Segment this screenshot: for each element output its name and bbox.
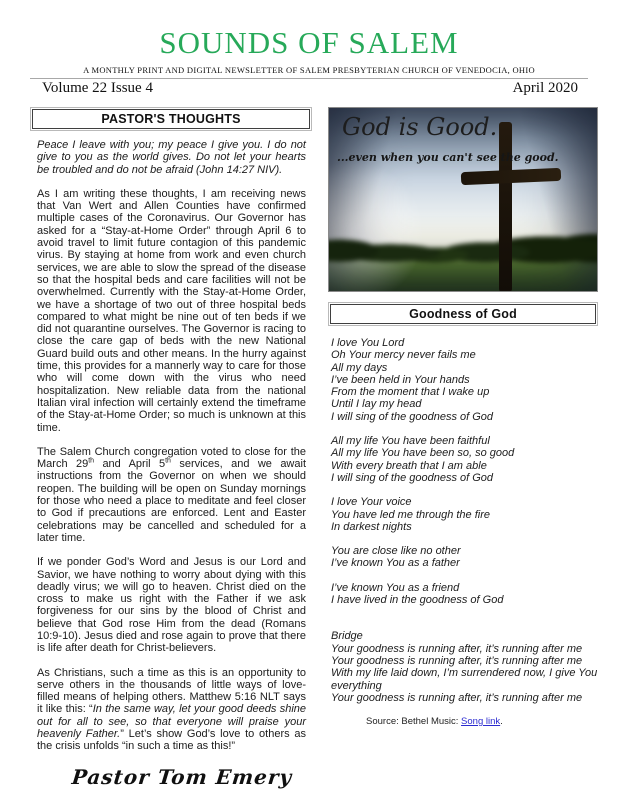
song-source-suffix: .: [500, 716, 503, 728]
pastor-thoughts-heading: PASTOR'S THOUGHTS: [32, 109, 310, 129]
lyric-line: I will sing of the goodness of God: [331, 410, 494, 423]
treeline-graphic: [328, 232, 598, 266]
lyric-line: You have led me through the fire: [331, 508, 490, 521]
pastor-signature: Pastor Tom Emery: [70, 764, 294, 789]
newsletter-header: [0, 0, 618, 97]
pastor-paragraphs: [30, 139, 312, 753]
lyric-line: Oh Your mercy never fails me: [331, 349, 476, 362]
lyric-line: I will sing of the goodness of God: [331, 471, 494, 484]
paragraph: Peace I leave with you; my peace I give you. I do not give to you as the world gives. Do not let your hearts be troubled and do not be afraid (John 14:27 NIV).: [37, 139, 306, 176]
paragraph: As Christians, such a time as this is an opportunity to serve others in the thousands of little ways of love-filled means of helping others. Matthew 5:16 NLT says it like this: “In the same way, let your good deeds shine out for all to see, so that everyone will praise your heavenly Father.” Let’s show God’s love to others as the crisis unfolds “in such a time as this!”: [37, 666, 307, 753]
lyric-line: With every breath that I am able: [331, 459, 487, 472]
lyric-line: I’ve been held in Your hands: [331, 373, 470, 386]
inspirational-photo: [328, 107, 598, 292]
photo-caption-sub: ...even when you can't see the good.: [337, 151, 559, 164]
lyric-line: From the moment that I wake up: [331, 386, 490, 399]
lyric-line: Your goodness is running after, it’s running after me: [331, 654, 583, 667]
newsletter-subtitle: A MONTHLY PRINT AND DIGITAL NEWSLETTER OF SALEM PRESBYTERIAN CHURCH OF VENEDOCIA, OHIO: [83, 65, 535, 75]
pastor-thoughts-section: [30, 107, 312, 789]
lyric-line: All my life You have been so, so good: [331, 447, 515, 460]
cross-icon: [499, 122, 512, 292]
issue-date: April 2020: [512, 80, 578, 96]
lyric-line: All my life You have been faithful: [331, 435, 490, 448]
lyric-line: I’ve known You as a father: [331, 557, 460, 570]
photo-caption-main: God is Good.: [342, 113, 498, 141]
stanza: [331, 496, 598, 533]
volume-row: [0, 79, 618, 97]
song-source: [328, 716, 598, 727]
cross-beam-icon: [461, 168, 561, 185]
lyric-line: I love You Lord: [331, 337, 405, 349]
paragraph: The Salem Church congregation voted to close for the March 29th and April 5th services, and we await instructions from the Governor on when we should reopen. The building will be open on Sunday mornings for those who need a place to meditate and feel closer to God if precautions are enforced. Lent and Easter celebrations may be cancelled and scheduled for a later time.: [37, 445, 306, 544]
stanza: [331, 337, 598, 423]
song-section: [328, 107, 598, 727]
volume-label: Volume 22 Issue 4: [42, 80, 153, 96]
stanza: [331, 435, 598, 484]
stanza: [331, 630, 598, 704]
lyric-line: You are close like no other: [331, 545, 461, 558]
lyric-line: I have lived in the goodness of God: [331, 594, 504, 607]
song-source-prefix: Source: Bethel Music:: [366, 716, 462, 728]
lyric-line: I love Your voice: [331, 496, 412, 509]
lyric-line: I’ve known You as a friend: [331, 581, 460, 594]
song-lyrics: [328, 337, 598, 704]
paragraph: If we ponder God’s Word and Jesus is our Lord and Savior, we have nothing to worry about dying with this deadly virus; we will go to heaven. Christ died on the cross to make us right with the Father if we ask forgiveness for our sins by the blood of Christ and believe that God rose Him from the dead (Romans 10:9-10). Jesus died and rose again to prove that there is life after death for Christ-believers.: [37, 556, 306, 655]
stanza: [331, 582, 598, 607]
lyric-line: In darkest nights: [331, 520, 412, 533]
lyric-line: Your goodness is running after, it’s running after me: [331, 642, 583, 655]
lyric-line: Your goodness is running after, it’s running after me: [331, 691, 583, 704]
stanza: [331, 545, 598, 570]
lyric-line: With my life laid down, I’m surrendered now, I give You everything: [331, 667, 598, 692]
lyric-line: All my days: [331, 361, 388, 374]
paragraph: As I am writing these thoughts, I am receiving news that Van Wert and Allen Counties have confirmed multiple cases of the Coronavirus. Our Governor has asked for a “Stay-at-Home Order” through April 6 to avoid travel to limit future contagion of this pandemic virus. By staying at home from work and even church services, we are able to slow the spread of the disease so that the hospital beds and care facilities will not be overwhelmed. Currently with the Stay-at-Home Order, we have a shortage of two out of three hospital beds compared to what might be nine out of ten beds if we did not quarantine ourselves. The Governor is racing to close the care gap of beds with the new National Guard build outs and other means. In the hurry against time, this provides for a mannerly way to care for those who will come down with the virus who need hospitalization. New reliable data from the national Italian viral infection will certainly extend the timeframe of the Stay-at-Home Order; so much is unknown at this time.: [37, 187, 306, 434]
song-heading: Goodness of God: [330, 304, 596, 324]
song-source-link[interactable]: Song link: [461, 716, 501, 728]
newsletter-title: SOUNDS OF SALEM: [159, 25, 459, 60]
lyric-line: Bridge: [331, 630, 363, 643]
lyric-line: Until I lay my head: [331, 398, 422, 411]
